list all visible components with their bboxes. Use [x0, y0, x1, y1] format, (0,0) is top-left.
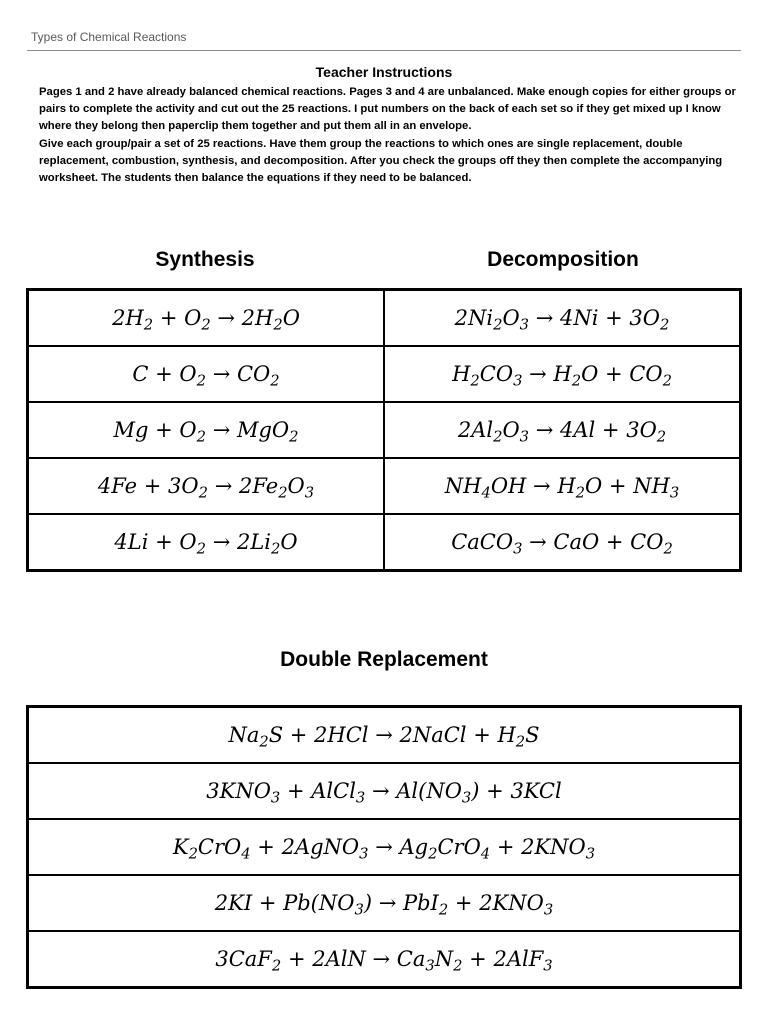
double-replacement-heading: Double Replacement	[280, 648, 488, 671]
double-replacement-reaction: $Na_2S + 2HCl$ → 2NaCl + $H_2S$	[28, 707, 741, 764]
decomposition-reaction: $2Ni_2O_3 \to 4Ni + 3O_2$	[384, 290, 741, 347]
synthesis-reaction: $4Fe + 3O_2 \to 2Fe_2O_3$	[28, 458, 385, 514]
synthesis-reaction: $Mg + O_2 \to MgO_2$	[28, 402, 385, 458]
double-replacement-reaction: $2KI + Pb(NO_3) \to PbI_2 + 2KNO_3$	[28, 875, 741, 931]
table-row	[28, 875, 741, 931]
table-row	[28, 763, 741, 819]
document-header-title: Types of Chemical Reactions	[31, 30, 187, 44]
decomposition-reaction: $H_2CO_3 \to H_2O + CO_2$	[384, 346, 741, 402]
double-replacement-reaction: $K_2CrO_4$ + 2AgNO$_3$ → $Ag_2CrO_4 + 2KNO_3$	[28, 819, 741, 875]
decomposition-heading: Decomposition	[487, 248, 639, 271]
synthesis-reaction: $4Li + O_2 \to 2Li_2O$	[28, 514, 385, 571]
decomposition-reaction: $2Al_2O_3 \to 4Al + 3O_2$	[384, 402, 741, 458]
synthesis-decomposition-table	[26, 288, 742, 572]
table-row	[28, 290, 741, 347]
instructions-paragraph-2: Give each group/pair a set of 25 reactions. Have them group the reactions to which ones are single replacement, double replacement, combustion, synthesis, and decomposition. After you check the groups off they then complete the accompanying worksheet. The students then balance the equations if they need to be balanced.	[39, 138, 723, 184]
table-row	[28, 819, 741, 875]
header-divider	[27, 50, 741, 51]
table-row	[28, 458, 741, 514]
instructions-paragraph-1: Pages 1 and 2 have already balanced chemical reactions. Pages 3 and 4 are unbalanced. Make enough copies for either groups or pairs to complete the activity and cut out the 25 reactions. I put numbers on the back of each set so if they get mixed up I know where they belong then paperclip them together and put them all in an envelope.	[39, 86, 736, 132]
double-replacement-reaction: $3KNO_3$ + AlCl$_3$ → $Al(NO_3) + 3KCl$	[28, 763, 741, 819]
decomposition-reaction: CaCO$_3$ → CaO + $CO_2$	[384, 514, 741, 571]
synthesis-reaction: $C + O_2 \to CO_2$	[28, 346, 385, 402]
decomposition-reaction: $NH_4OH \to H_2O + NH_3$	[384, 458, 741, 514]
double-replacement-reaction: $3CaF_2 + 2AlN \to Ca_3N_2 + 2AlF_3$	[28, 931, 741, 988]
table-row	[28, 346, 741, 402]
double-replacement-table	[26, 705, 742, 989]
table-row	[28, 514, 741, 571]
synthesis-heading: Synthesis	[155, 248, 255, 271]
instructions-heading: Teacher Instructions	[315, 64, 453, 80]
table-row	[28, 402, 741, 458]
table-row	[28, 931, 741, 988]
table-row	[28, 707, 741, 764]
synthesis-reaction: $2H_2 + O_2 \to 2H_2O$	[28, 290, 385, 347]
